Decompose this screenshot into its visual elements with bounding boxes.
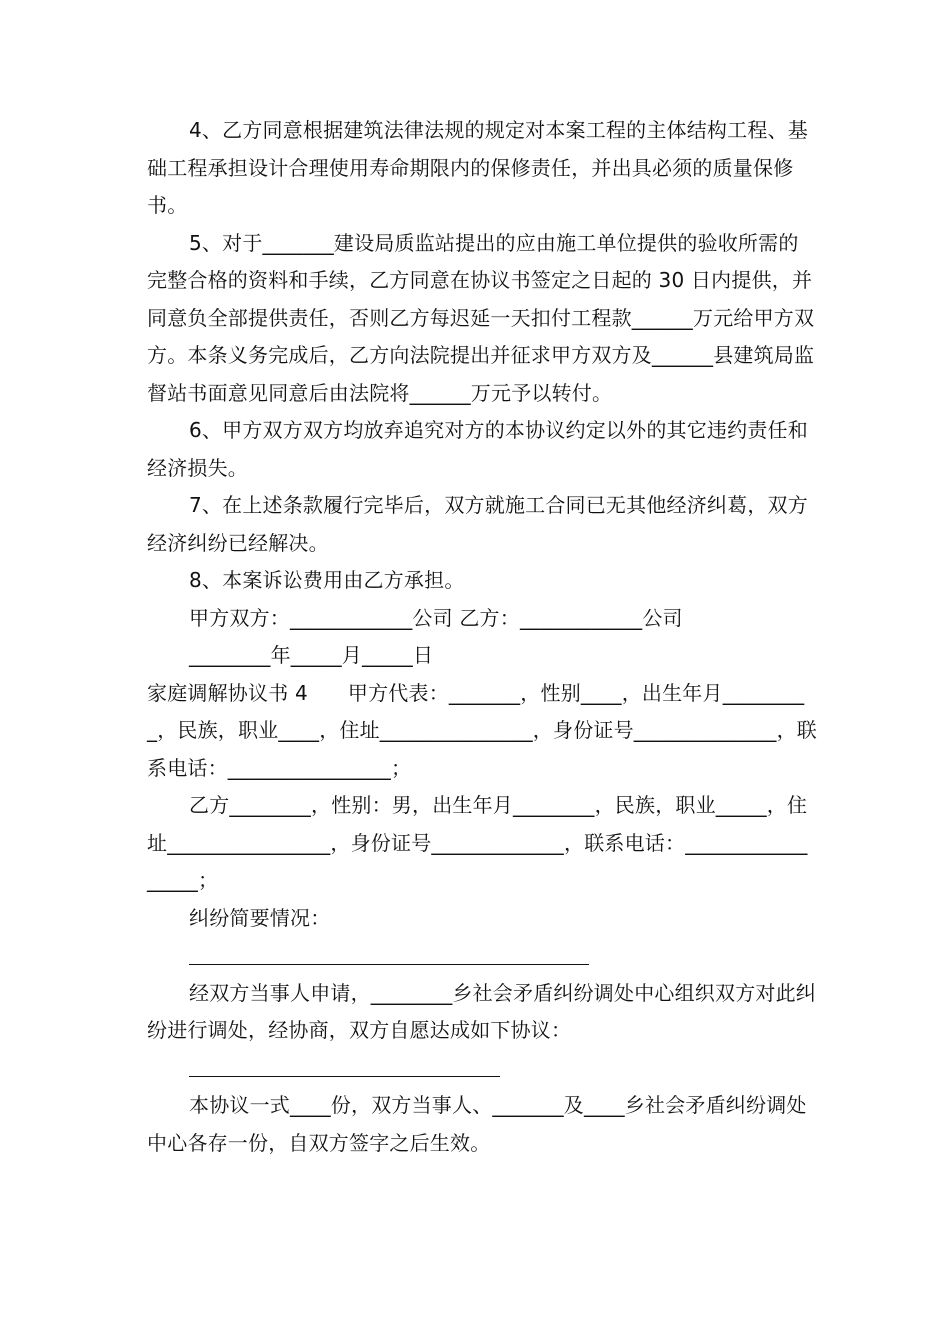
- final-clause: 本协议一式____份，双方当事人、_______及____乡社会矛盾纠纷调处中心各存一份，自双方签字之后生效。: [147, 1093, 807, 1155]
- clause-8: 8、本案诉讼费用由乙方承担。: [189, 568, 465, 592]
- clause-6: 6、甲方双方双方均放弃追究对方的本协议约定以外的其它违约责任和经济损失。: [147, 418, 808, 480]
- clause-7: 7、在上述条款履行完毕后，双方就施工合同已无其他经济纠葛，双方经济纠纷已经解决。: [147, 493, 808, 555]
- party-a-info: 甲方代表：_______，性别____，出生年月_________，民族，职业____，住址_______________，身份证号______________，联系电话：________________；: [147, 680, 817, 780]
- dispute-blank-line: [189, 937, 817, 975]
- clause-5: 5、对于_______建设局质监站提出的应由施工单位提供的验收所需的完整合格的资料和手续，乙方同意在协议书签定之日起的 30 日内提供，并同意负全部提供责任，否则乙方每迟延一天扣付工程款______万元给甲方双方。本条义务完成后，乙方向法院提出并征求甲方双方及______县建筑局监督站书面意见同意后由法院将______万元予以转付。: [147, 230, 815, 405]
- party-b-info: 乙方________，性别：男，出生年月________，民族，职业_____，住址________________，身份证号_____________，联系电话：_________________；: [147, 793, 808, 892]
- signature-line: 甲方双方：____________公司 乙方：____________公司: [189, 605, 683, 630]
- party-a-block: [147, 675, 817, 788]
- section-title: 家庭调解协议书 4: [147, 680, 308, 705]
- date-line: ________年_____月_____日: [189, 643, 434, 667]
- agreement-blank-line: [189, 1050, 817, 1088]
- mediation-intro: 经双方当事人申请，________乡社会矛盾纠纷调处中心组织双方对此纠纷进行调处，经协商，双方自愿达成如下协议：: [147, 980, 816, 1042]
- dispute-label: 纠纷简要情况：: [189, 905, 331, 930]
- clause-4: 4、乙方同意根据建筑法律法规的规定对本案工程的主体结构工程、基础工程承担设计合理使用寿命期限内的保修责任，并出具必须的质量保修书。: [147, 118, 808, 217]
- document-page: [147, 112, 817, 1162]
